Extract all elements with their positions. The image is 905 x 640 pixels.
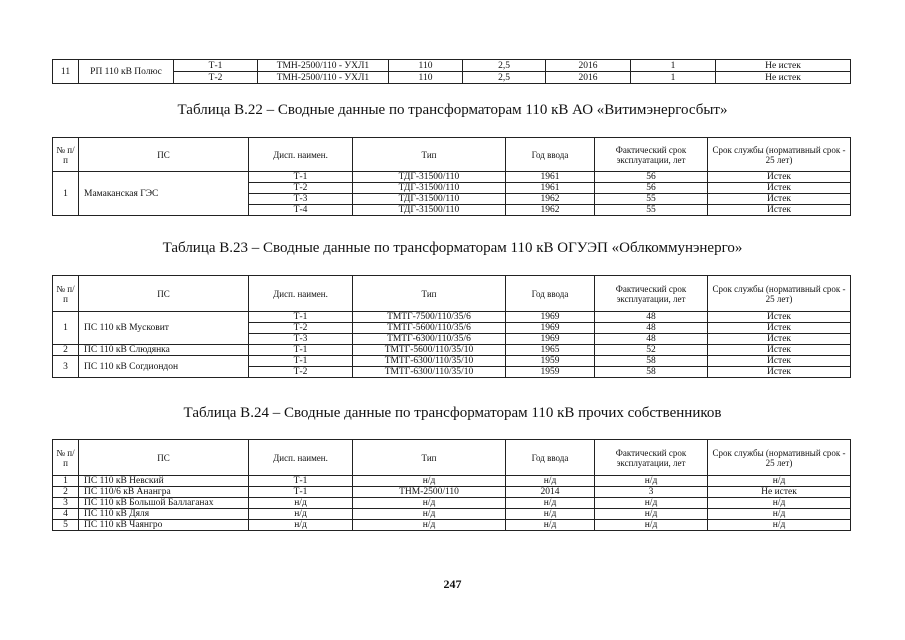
table-row: 1 ПС 110 кВ Невский Т-1 н/д н/д н/д н/д — [53, 476, 851, 487]
ps-name: ПС 110 кВ Слюдянка — [79, 345, 249, 356]
header-num: № п/п — [53, 440, 79, 476]
header-service: Срок службы (нормативный срок - 25 лет) — [708, 440, 851, 476]
row-num: 1 — [53, 312, 79, 345]
table-row: 3 ПС 110 кВ Большой Баллаганах н/д н/д н/д н/д н/д — [53, 498, 851, 509]
table24 — [52, 439, 851, 531]
header-service: Срок службы (нормативный срок - 25 лет) — [708, 276, 851, 312]
header-num: № п/п — [53, 276, 79, 312]
header-ps: ПС — [79, 276, 249, 312]
header-year: Год ввода — [506, 276, 595, 312]
table-row: 5 ПС 110 кВ Чаянгро н/д н/д н/д н/д н/д — [53, 520, 851, 531]
header-service: Срок службы (нормативный срок - 25 лет) — [708, 138, 851, 172]
top-table: 11 РП 110 кВ Полюс Т-1 ТМН-2500/110 - УХЛ1 110 2,5 2016 1 Не истек Т-2 ТМН-2500/110 - УХЛ1 110 2,5 2016 1 Не истек — [52, 59, 851, 84]
header-disp: Дисп. наимен. — [249, 138, 353, 172]
header-year: Год ввода — [506, 138, 595, 172]
row-num: 2 — [53, 345, 79, 356]
ps-name: Мамаканская ГЭС — [79, 172, 249, 216]
header-ps: ПС — [79, 440, 249, 476]
table24-caption: Таблица В.24 – Сводные данные по трансформаторам 110 кВ прочих собственников — [183, 405, 722, 421]
header-disp: Дисп. наимен. — [249, 440, 353, 476]
ps-name: ПС 110 кВ Согдиондон — [79, 356, 249, 378]
header-ps: ПС — [79, 138, 249, 172]
header-type: Тип — [353, 138, 506, 172]
ps-name: РП 110 кВ Полюс — [79, 60, 174, 84]
row-num: 11 — [53, 60, 79, 84]
table23-caption: Таблица В.23 – Сводные данные по трансформаторам 110 кВ ОГУЭП «Облкоммунэнерго» — [162, 240, 743, 256]
header-type: Тип — [353, 276, 506, 312]
header-year: Год ввода — [506, 440, 595, 476]
ps-name: ПС 110 кВ Мусковит — [79, 312, 249, 345]
header-num: № п/п — [53, 138, 79, 172]
row-num: 3 — [53, 356, 79, 378]
table22: № п/п ПС Дисп. наимен. Тип Год ввода Фактический срок эксплуатации, лет Срок службы (нормативный срок - 25 лет) 1 Мамаканская ГЭС Т-1 ТДГ-31500/110 1961 56 Истек Т-2 ТДГ-31500/110 1961 56 Истек Т-3 ТДГ-31500/110 1962 55 Истек Т-4 ТДГ-31500/110 1962 55 Истек — [52, 137, 851, 216]
header-actual: Фактический срок эксплуатации, лет — [595, 440, 708, 476]
table-row: 2 ПС 110/6 кВ Анангра Т-1 ТНМ-2500/110 2014 3 Не истек — [53, 487, 851, 498]
table-row: 4 ПС 110 кВ Дяля н/д н/д н/д н/д н/д — [53, 509, 851, 520]
row-num: 1 — [53, 172, 79, 216]
header-type: Тип — [353, 440, 506, 476]
header-disp: Дисп. наимен. — [249, 276, 353, 312]
table22-caption: Таблица В.22 – Сводные данные по трансформаторам 110 кВ АО «Витимэнергосбыт» — [177, 102, 728, 118]
header-actual: Фактический срок эксплуатации, лет — [595, 276, 708, 312]
page-number: 247 — [443, 577, 462, 591]
header-actual: Фактический срок эксплуатации, лет — [595, 138, 708, 172]
table23: № п/п ПС Дисп. наимен. Тип Год ввода Фактический срок эксплуатации, лет Срок службы (нормативный срок - 25 лет) 1 ПС 110 кВ Мусковит Т-1 ТМТГ-7500/110/35/6 1969 48 Истек Т-2 ТМТГ-5600/110/35/6 1969 48 Истек Т-3 ТМТГ-6300/110/35/6 1969 48 Истек 2 ПС 110 кВ Слюдянка Т-1 ТМТГ-5600/110/35/10 1965 52 Истек 3 ПС 110 кВ Согдиондон Т-1 ТМТГ-6300/110/35/10 1959 58 Истек Т-2 ТМТГ-6300/110/35/10 1959 58 Истек — [52, 275, 851, 378]
